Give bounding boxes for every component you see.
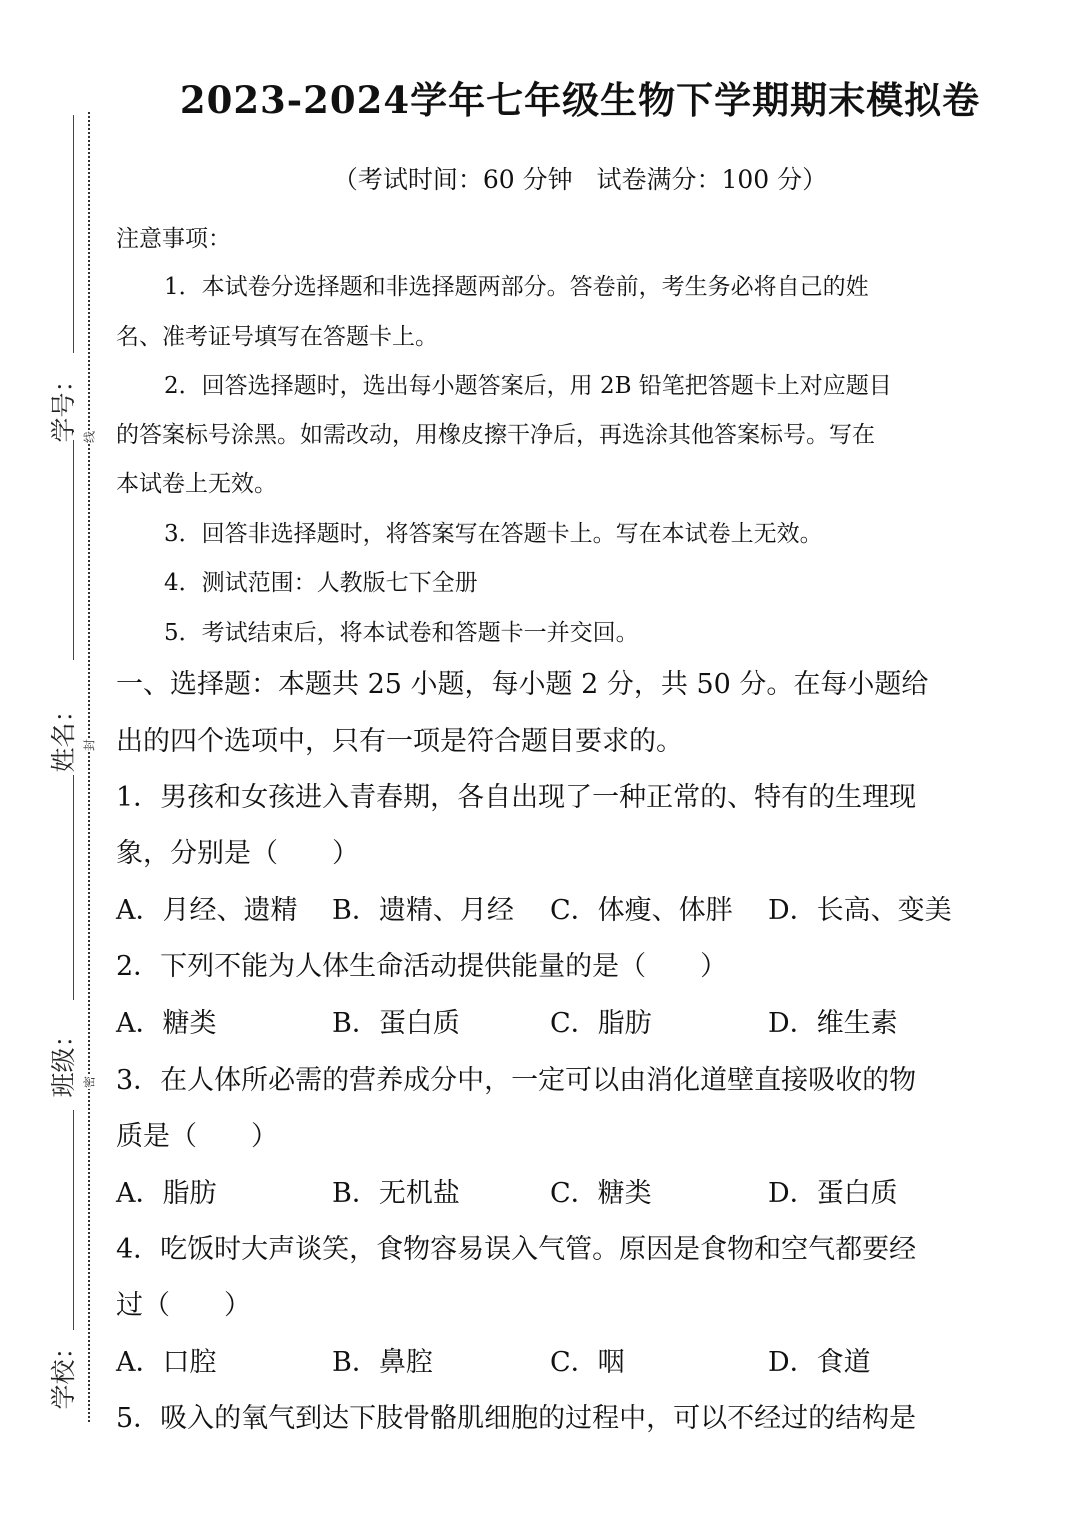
section-heading: 一、选择题：本题共 25 小题，每小题 2 分，共 50 分。在每小题给 <box>116 669 929 700</box>
question-1-cont: 象，分别是（ ） <box>116 838 359 869</box>
question-3-cont: 质是（ ） <box>116 1121 278 1152</box>
question-1-option-d: D．长高、变美 <box>768 895 952 926</box>
note-item-2: 2．回答选择题时，选出每小题答案后，用 2B 铅笔把答题卡上对应题目 <box>164 373 892 399</box>
question-4-option-c: C．咽 <box>550 1347 625 1378</box>
question-3: 3．在人体所必需的营养成分中，一定可以由消化道壁直接吸收的物 <box>116 1065 917 1096</box>
note-item-1: 1．本试卷分选择题和非选择题两部分。答卷前，考生务必将自己的姓 <box>164 274 869 300</box>
school-write-line <box>73 1110 74 1330</box>
question-4: 4．吃饭时大声谈笑，食物容易误入气管。原因是食物和空气都要经 <box>116 1234 917 1265</box>
question-3-option-d: D．蛋白质 <box>768 1178 898 1209</box>
exam-title: 2023-2024学年七年级生物下学期期末模拟卷 <box>179 78 981 122</box>
note-item-1-cont: 名、准考证号填写在答题卡上。 <box>116 324 438 350</box>
note-item-2-cont: 的答案标号涂黑。如需改动，用橡皮擦干净后，再选涂其他答案标号。写在 <box>116 422 875 448</box>
question-3-option-b: B．无机盐 <box>332 1178 460 1209</box>
question-1: 1．男孩和女孩进入青春期，各自出现了一种正常的、特有的生理现 <box>116 782 917 813</box>
note-item-2-cont2: 本试卷上无效。 <box>116 471 277 497</box>
binding-margin: 学号： 姓名： 班级： 学校： 线 封 密 <box>0 0 110 1528</box>
question-2-option-c: C．脂肪 <box>550 1008 652 1039</box>
question-1-option-a: A．月经、遗精 <box>116 895 298 926</box>
student-id-write-line <box>73 115 74 353</box>
question-1-option-c: C．体瘦、体胖 <box>550 895 733 926</box>
seal-dotted-line <box>88 112 90 1422</box>
question-4-cont: 过（ ） <box>116 1290 251 1321</box>
question-2: 2．下列不能为人体生命活动提供能量的是（ ） <box>116 951 728 982</box>
question-3-option-a: A．脂肪 <box>116 1178 217 1209</box>
question-1-option-b: B．遗精、月经 <box>332 895 514 926</box>
question-4-option-a: A．口腔 <box>116 1347 217 1378</box>
exam-subtitle: （考试时间：60 分钟 试卷满分：100 分） <box>332 165 828 194</box>
question-2-option-b: B．蛋白质 <box>332 1008 460 1039</box>
class-write-line <box>73 775 74 1000</box>
note-item-4: 4．测试范围：人教版七下全册 <box>164 570 478 596</box>
question-4-option-b: B．鼻腔 <box>332 1347 433 1378</box>
question-4-option-d: D．食道 <box>768 1347 871 1378</box>
name-write-line <box>73 440 74 660</box>
question-2-option-d: D．维生素 <box>768 1008 898 1039</box>
section-heading-cont: 出的四个选项中，只有一项是符合题目要求的。 <box>116 726 683 757</box>
question-3-option-c: C．糖类 <box>550 1178 652 1209</box>
note-item-5: 5．考试结束后，将本试卷和答题卡一并交回。 <box>164 620 639 646</box>
notes-heading: 注意事项： <box>116 226 231 252</box>
note-item-3: 3．回答非选择题时，将答案写在答题卡上。写在本试卷上无效。 <box>164 521 823 547</box>
question-2-option-a: A．糖类 <box>116 1008 217 1039</box>
question-5: 5．吸入的氧气到达下肢骨骼肌细胞的过程中，可以不经过的结构是 <box>116 1403 917 1434</box>
